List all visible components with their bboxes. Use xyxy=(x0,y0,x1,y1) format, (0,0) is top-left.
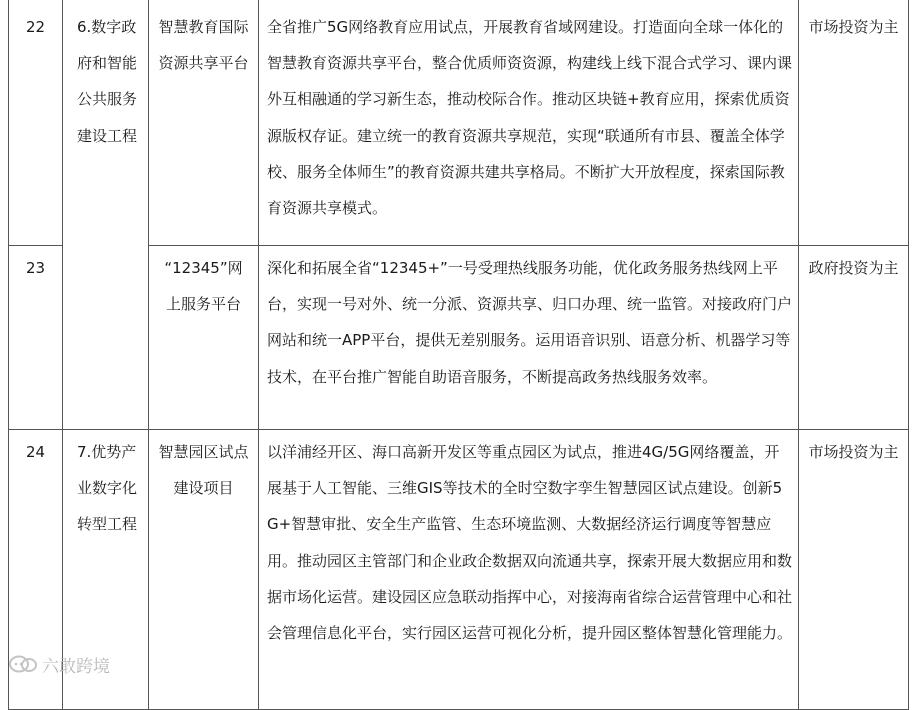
watermark xyxy=(8,652,110,677)
category-cell: 7.优势产业数字化转型工程 xyxy=(63,430,149,710)
funding-cell: 市场投资为主 xyxy=(799,0,909,246)
table-row xyxy=(9,246,909,430)
row-number: 24 xyxy=(9,430,63,710)
content-cell: 全省推广5G网络教育应用试点，开展教育省域网建设。打造面向全球一体化的智慧教育资源共享平台，整合优质师资资源，构建线上线下混合式学习、课内课外互相融通的学习新生态，推动校际合作。推动区块链+教育应用，探索优质资源版权存证。建立统一的教育资源共享规范，实现“联通所有市县、覆盖全体学校、服务全体师生”的教育资源共建共享格局。不断扩大开放程度，探索国际教育资源共享模式。 xyxy=(259,0,799,246)
project-name-cell: 智慧教育国际资源共享平台 xyxy=(149,0,259,246)
project-table xyxy=(8,0,909,710)
table-row xyxy=(9,0,909,246)
content-cell: 深化和拓展全省“12345+”一号受理热线服务功能，优化政务服务热线网上平台，实现一号对外、统一分派、资源共享、归口办理、统一监管。对接政府门户网站和统一APP平台，提供无差别服务。运用语音识别、语意分析、机器学习等技术，在平台推广智能自助语音服务，不断提高政务热线服务效率。 xyxy=(259,246,799,430)
chat-bubble-logo-icon xyxy=(8,654,38,676)
funding-cell: 政府投资为主 xyxy=(799,246,909,430)
funding-cell: 市场投资为主 xyxy=(799,430,909,710)
row-number: 23 xyxy=(9,246,63,430)
table-row xyxy=(9,430,909,710)
row-number: 22 xyxy=(9,0,63,246)
watermark-text: 六敢跨境 xyxy=(42,657,110,677)
category-cell: 6.数字政府和智能公共服务建设工程 xyxy=(63,0,149,246)
project-name-cell: 智慧园区试点建设项目 xyxy=(149,430,259,710)
category-cell xyxy=(63,246,149,430)
content-cell: 以洋浦经开区、海口高新开发区等重点园区为试点，推进4G/5G网络覆盖，开展基于人工智能、三维GIS等技术的全时空数字孪生智慧园区试点建设。创新5G+智慧审批、安全生产监管、生态环境监测、大数据经济运行调度等智慧应用。推动园区主管部门和企业政企数据双向流通共享，探索开展大数据应用和数据市场化运营。建设园区应急联动指挥中心，对接海南省综合运营管理中心和社会管理信息化平台，实行园区运营可视化分析，提升园区整体智慧化管理能力。 xyxy=(259,430,799,710)
project-name-cell: “12345”网上服务平台 xyxy=(149,246,259,430)
